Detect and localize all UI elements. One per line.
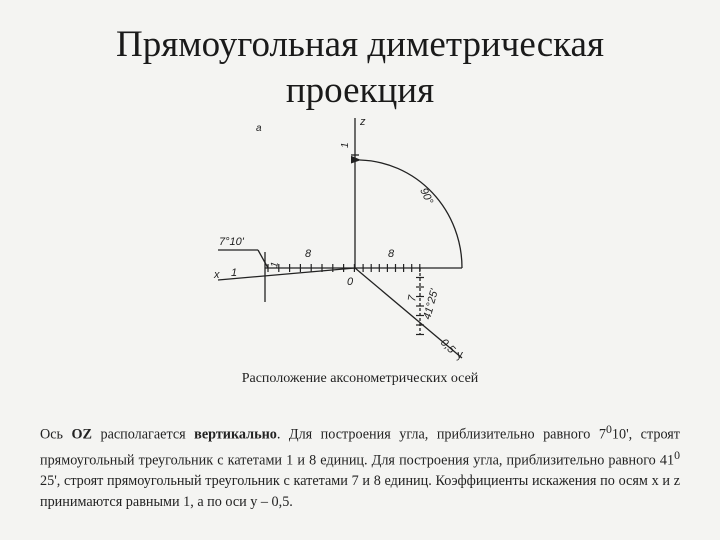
label-x-unit: 1: [269, 261, 281, 269]
label-x-axis: x: [214, 269, 220, 281]
para-degree-2: 0: [674, 448, 680, 463]
para-text-1: Ось: [40, 426, 72, 443]
label-z-axis: z: [360, 116, 366, 128]
label-angle-y: 41°25': [421, 287, 441, 321]
para-text-3: . Для построения угла, приблизительно равного 7: [276, 426, 606, 443]
label-angle-x: 7°10': [219, 236, 244, 248]
label-x-leg-8: 8: [305, 248, 312, 260]
para-vertical: вертикально: [194, 426, 277, 443]
title-line-2: проекция: [285, 70, 435, 111]
label-right-leg-8: 8: [388, 248, 395, 260]
label-x-leg-1: 1: [231, 267, 238, 279]
arc-90: [360, 160, 462, 268]
label-a: а: [256, 123, 262, 134]
label-y-factor: 0,5: [437, 336, 458, 356]
description-paragraph: [40, 419, 680, 512]
label-z-unit: 1: [340, 142, 351, 148]
label-y-axis: y: [457, 349, 463, 361]
title-line-1: Прямоугольная диметрическая: [116, 24, 604, 65]
para-text-4: 10', строят прямоугольный треугольник с катетами 1 и 8 единиц. Для построения угла, приблизительно равного 41: [40, 426, 680, 469]
para-axis-oz: OZ: [71, 426, 92, 443]
label-arc-angle: 90°: [417, 186, 436, 207]
label-origin: 0: [347, 276, 354, 288]
para-text-2: располагается: [92, 426, 195, 443]
figure-caption: Расположение аксонометрических осей: [241, 371, 479, 386]
para-text-5: 25', строят прямоугольный треугольник с катетами 7 и 8 единиц. Коэффициенты искажения по осям x и z принимаются равными 1, а по оси y – 0,5.: [40, 473, 680, 510]
x-axis: [218, 268, 355, 280]
x-angle-leader-slant: [258, 250, 268, 268]
label-y-leg-7: 7: [406, 294, 420, 303]
para-degree-1: 0: [605, 422, 612, 436]
